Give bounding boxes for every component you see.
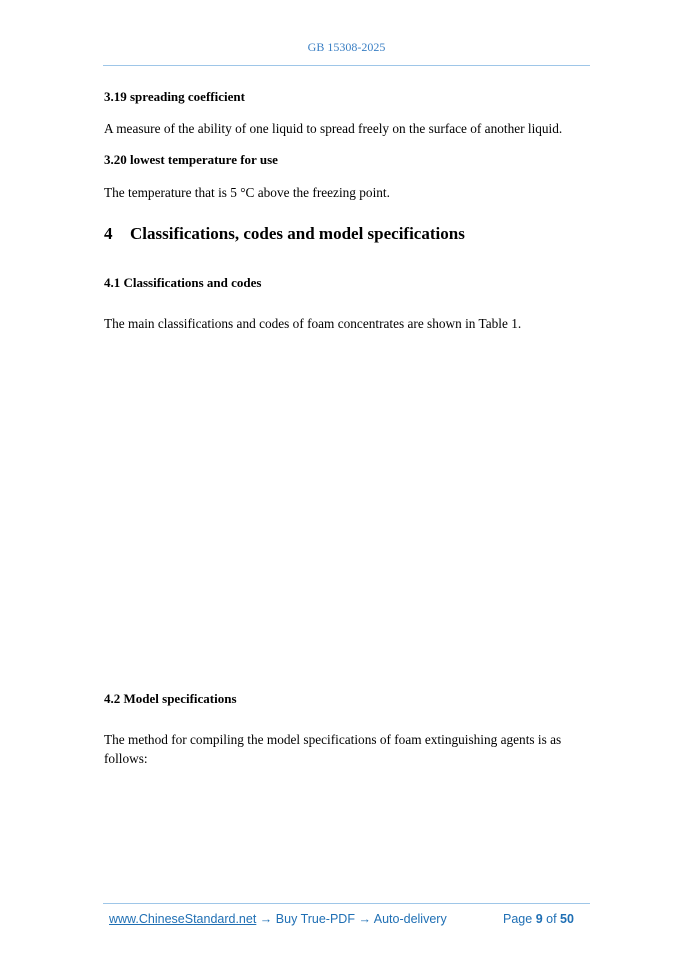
- footer-promo: [109, 912, 447, 926]
- chinesestandard-link[interactable]: www.ChineseStandard.net: [109, 912, 257, 926]
- arrow-right-icon: →: [358, 912, 371, 926]
- footer-divider: [103, 903, 590, 904]
- section-3-19-heading: 3.19 spreading coefficient: [104, 89, 245, 104]
- auto-delivery-text: Auto-delivery: [373, 912, 447, 926]
- page-indicator: [503, 912, 574, 926]
- section-4-2-text-line1: The method for compiling the model specifications of foam extinguishing agents is as: [104, 732, 562, 747]
- header-divider: [103, 65, 590, 66]
- section-3-20-heading: 3.20 lowest temperature for use: [104, 152, 278, 167]
- section-4-2-text-line2: follows:: [104, 751, 148, 766]
- section-4-2-heading: 4.2 Model specifications: [104, 691, 237, 706]
- page-of-label: of: [546, 912, 557, 926]
- running-header: GB 15308-2025: [307, 40, 386, 54]
- section-3-20-text: The temperature that is 5 °C above the freezing point.: [104, 185, 390, 200]
- arrow-right-icon: →: [259, 912, 273, 926]
- section-3-19-text: A measure of the ability of one liquid to spread freely on the surface of another liquid.: [104, 121, 563, 136]
- section-4-heading: Classifications, codes and model specifications: [130, 224, 465, 243]
- buy-true-pdf-text: Buy True-PDF: [275, 912, 355, 926]
- section-4-number: 4: [104, 224, 113, 243]
- page-current: 9: [535, 912, 543, 926]
- section-4-1-heading: 4.1 Classifications and codes: [104, 275, 262, 290]
- page-total: 50: [560, 912, 574, 926]
- section-4-1-text: The main classifications and codes of foam concentrates are shown in Table 1.: [104, 316, 522, 331]
- page-label: Page: [503, 912, 533, 926]
